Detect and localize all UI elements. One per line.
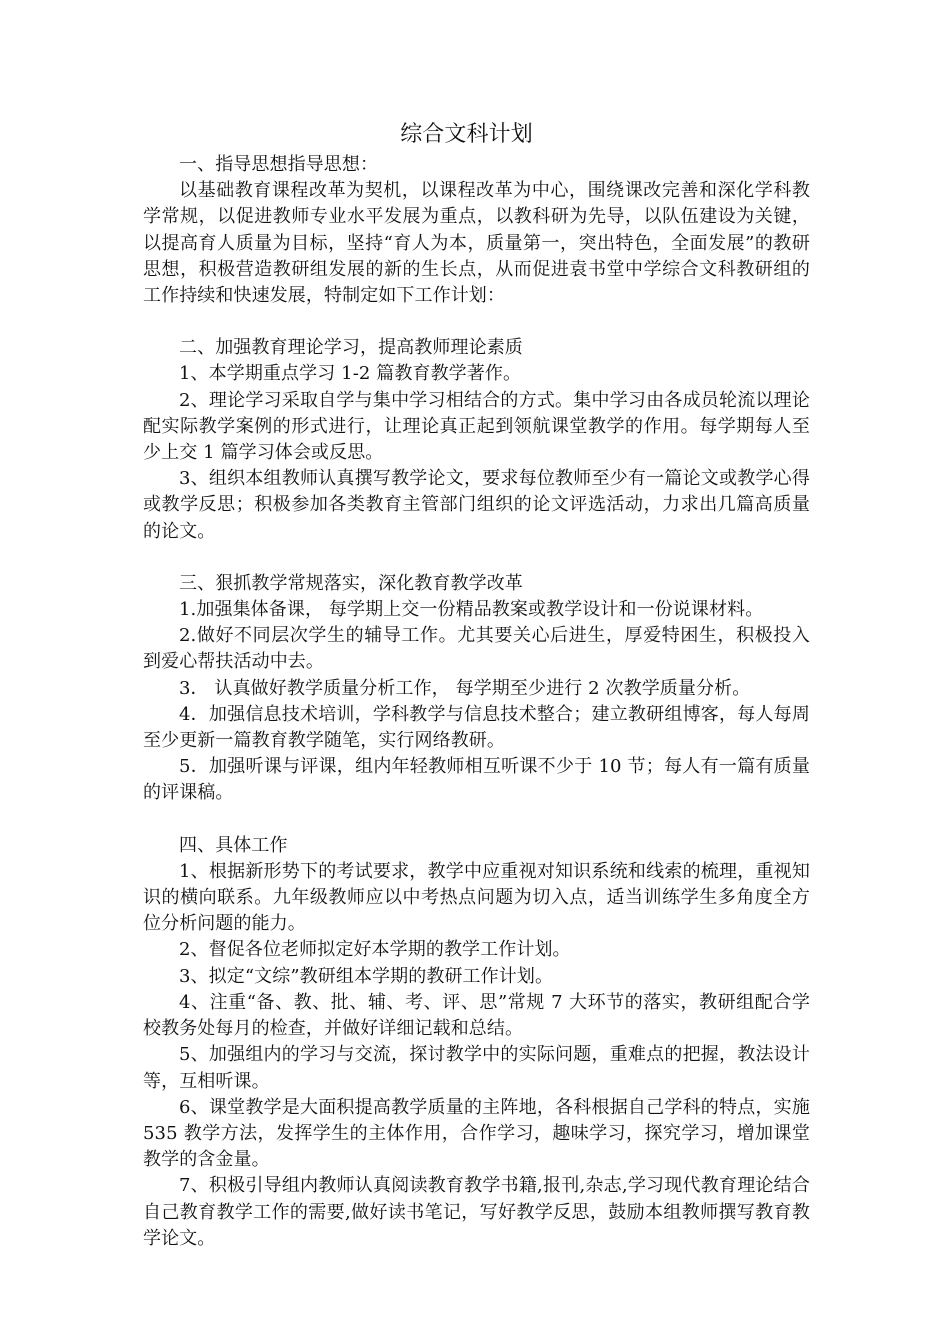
- spacer: [143, 309, 810, 335]
- paragraph: 4、注重“备、教、批、辅、考、评、思”常规 7 大环节的落实，教研组配合学校教务处每月的检查，并做好详细记载和总结。: [143, 991, 810, 1040]
- page-title: 综合文科计划: [400, 122, 533, 147]
- section-heading: 二、加强教育理论学习，提高教师理论素质: [179, 337, 523, 359]
- section-heading: 一、指导思想指导思想：: [179, 154, 379, 175]
- paragraph: 3、拟定“文综”教研组本学期的教研工作计划。: [179, 965, 554, 987]
- paragraph: 2、理论学习采取自学与集中学习相结合的方式。集中学习由各成员轮流以理论配实际教学案例的形式进行，让理论真正起到领航课堂教学的作用。每学期每人至少上交 1 篇学习体会或反思。: [143, 389, 810, 464]
- spacer: [143, 807, 810, 833]
- section-heading: 三、狠抓教学常规落实，深化教育教学改革: [179, 572, 523, 594]
- paragraph: 4．加强信息技术培训，学科教学与信息技术整合；建立教研组博客，每人每周至少更新一篇教育教学随笔，实行网络教研。: [143, 703, 810, 752]
- paragraph: 3． 认真做好教学质量分析工作， 每学期至少进行 2 次教学质量分析。: [179, 677, 751, 699]
- paragraph: 5、加强组内的学习与交流，探讨教学中的实际问题，重难点的把握，教法设计等，互相听课。: [143, 1044, 810, 1092]
- paragraph: 1.加强集体备课， 每学期上交一份精品教案或教学设计和一份说课材料。: [179, 599, 764, 621]
- document-body: [143, 120, 810, 1252]
- paragraph: 7、积极引导组内教师认真阅读教育教学书籍,报刊,杂志,学习现代教育理论结合自己教育教学工作的需要,做好读书笔记，写好教学反思，鼓励本组教师撰写教育教学论文。: [143, 1175, 810, 1249]
- paragraph: 3、组织本组教师认真撰写教学论文，要求每位教师至少有一篇论文或教学心得或教学反思；积极参加各类教育主管部门组织的论文评选活动，力求出几篇高质量的论文。: [143, 468, 810, 542]
- paragraph: 6、课堂教学是大面积提高教学质量的主阵地，各科根据自己学科的特点，实施 535 教学方法，发挥学生的主体作用，合作学习，趣味学习，探究学习，增加课堂教学的含金量。: [143, 1096, 810, 1171]
- paragraph: 1、根据新形势下的考试要求，教学中应重视对知识系统和线索的梳理，重视知识的横向联系。九年级教师应以中考热点问题为切入点，适当训练学生多角度全方位分析问题的能力。: [143, 860, 810, 935]
- paragraph: 以基础教育课程改革为契机，以课程改革为中心，围绕课改完善和深化学科教学常规，以促进教师专业水平发展为重点，以教科研为先导，以队伍建设为关键，以提高育人质量为目标，坚持“育人为本，质量第一，突出特色，全面发展”的教研思想，积极营造教研组发展的新的生长点，从而促进袁书堂中学综合文科教研组的工作持续和快速发展，特制定如下工作计划：: [143, 180, 810, 307]
- paragraph: 5．加强听课与评课，组内年轻教师相互听课不少于 10 节；每人有一篇有质量的评课稿。: [143, 756, 810, 804]
- paragraph: 2.做好不同层次学生的辅导工作。尤其要关心后进生，厚爱特困生，积极投入到爱心帮扶活动中去。: [143, 625, 810, 673]
- section-theory-study: [143, 335, 810, 545]
- paragraph: 1、本学期重点学习 1-2 篇教育教学著作。: [179, 363, 522, 385]
- section-heading: 四、具体工作: [179, 834, 288, 856]
- paragraph: 2、督促各位老师拟定好本学期的教学工作计划。: [179, 939, 571, 961]
- section-guiding-ideology: [143, 152, 810, 309]
- spacer: [143, 545, 810, 571]
- section-teaching-routine: [143, 571, 810, 807]
- section-specific-work: [143, 833, 810, 1252]
